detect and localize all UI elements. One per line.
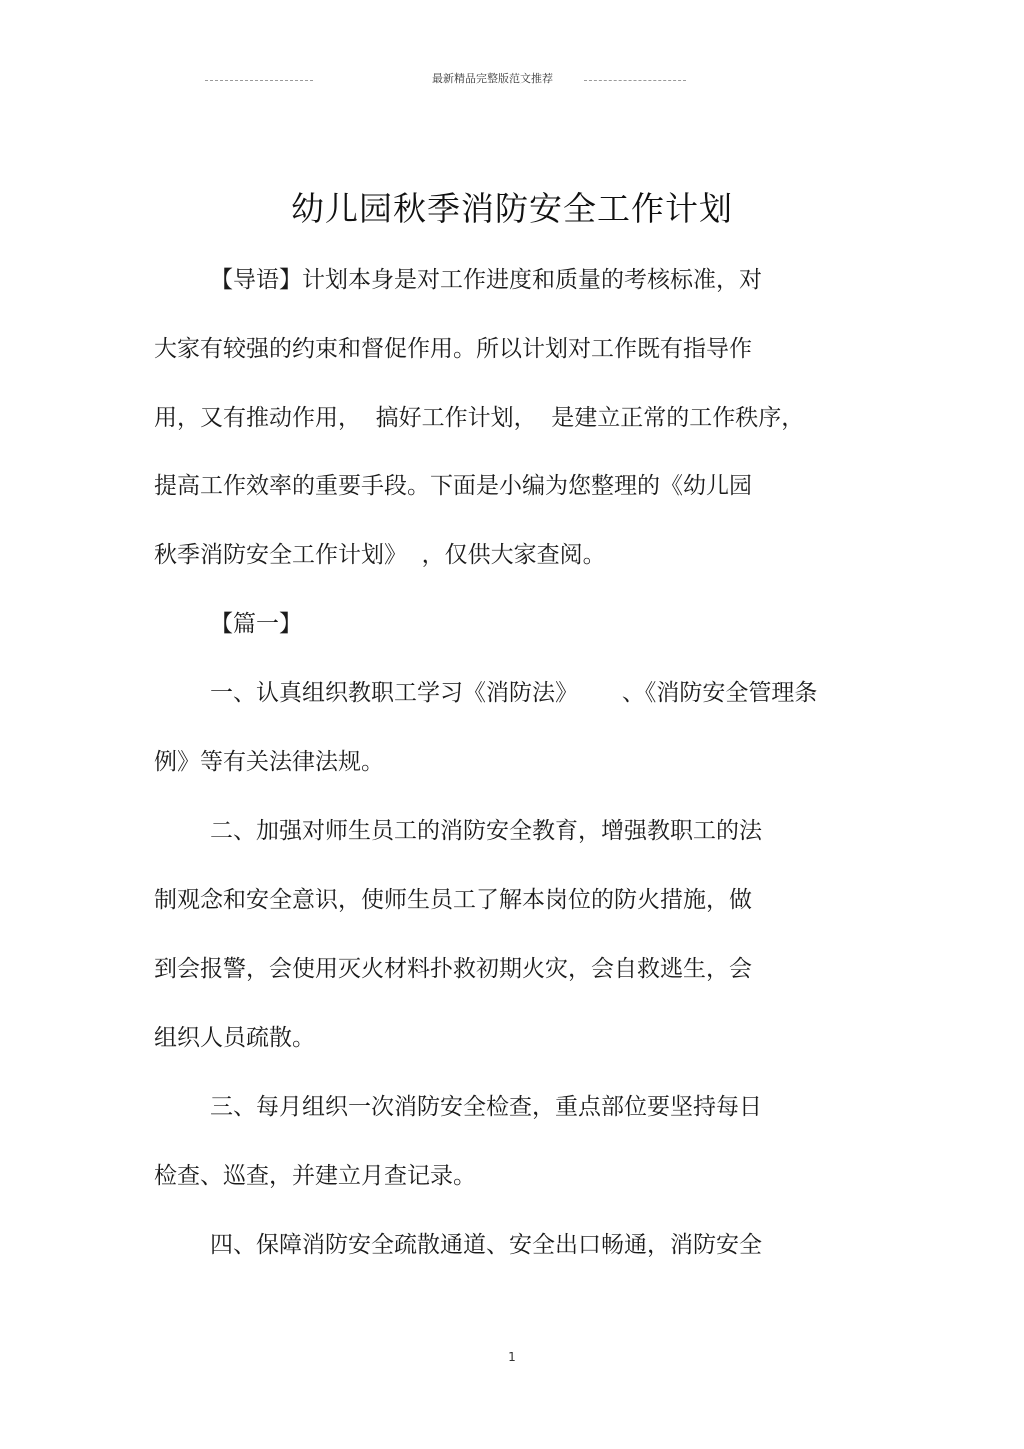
page-header: 最新精品完整版范文推荐 xyxy=(432,72,553,85)
paragraph-line: 例》等有关法律法规。 xyxy=(154,749,384,775)
header-rule-right xyxy=(584,80,686,81)
paragraph-line: 到会报警，会使用灭火材料扑救初期火灾，会自救逃生，会 xyxy=(154,956,752,982)
paragraph-line: 检查、巡查，并建立月查记录。 xyxy=(154,1163,476,1189)
section-heading: 【篇一】 xyxy=(210,611,302,637)
header-rule-left xyxy=(205,80,313,81)
paragraph-line: 一、认真组织教职工学习《消防法》 、《消防安全管理条 xyxy=(210,680,818,706)
paragraph-line: 四、保障消防安全疏散通道、安全出口畅通，消防安全 xyxy=(210,1232,762,1258)
paragraph-line: 大家有较强的约束和督促作用。所以计划对工作既有指导作 xyxy=(154,336,752,362)
paragraph-line: 【导语】计划本身是对工作进度和质量的考核标准，对 xyxy=(210,267,762,293)
paragraph-line: 用，又有推动作用， 搞好工作计划， 是建立正常的工作秩序， xyxy=(154,405,805,431)
paragraph-line: 制观念和安全意识，使师生员工了解本岗位的防火措施，做 xyxy=(154,887,752,913)
paragraph-line: 秋季消防安全工作计划》 ，仅供大家查阅。 xyxy=(154,542,606,568)
paragraph-line: 提高工作效率的重要手段。下面是小编为您整理的《幼儿园 xyxy=(154,473,752,499)
paragraph-line: 二、加强对师生员工的消防安全教育，增强教职工的法 xyxy=(210,818,762,844)
paragraph-line: 组织人员疏散。 xyxy=(154,1025,315,1051)
paragraph-line: 三、每月组织一次消防安全检查，重点部位要坚持每日 xyxy=(210,1094,762,1120)
document-title: 幼儿园秋季消防安全工作计划 xyxy=(291,189,733,228)
page-number: 1 xyxy=(508,1350,516,1364)
